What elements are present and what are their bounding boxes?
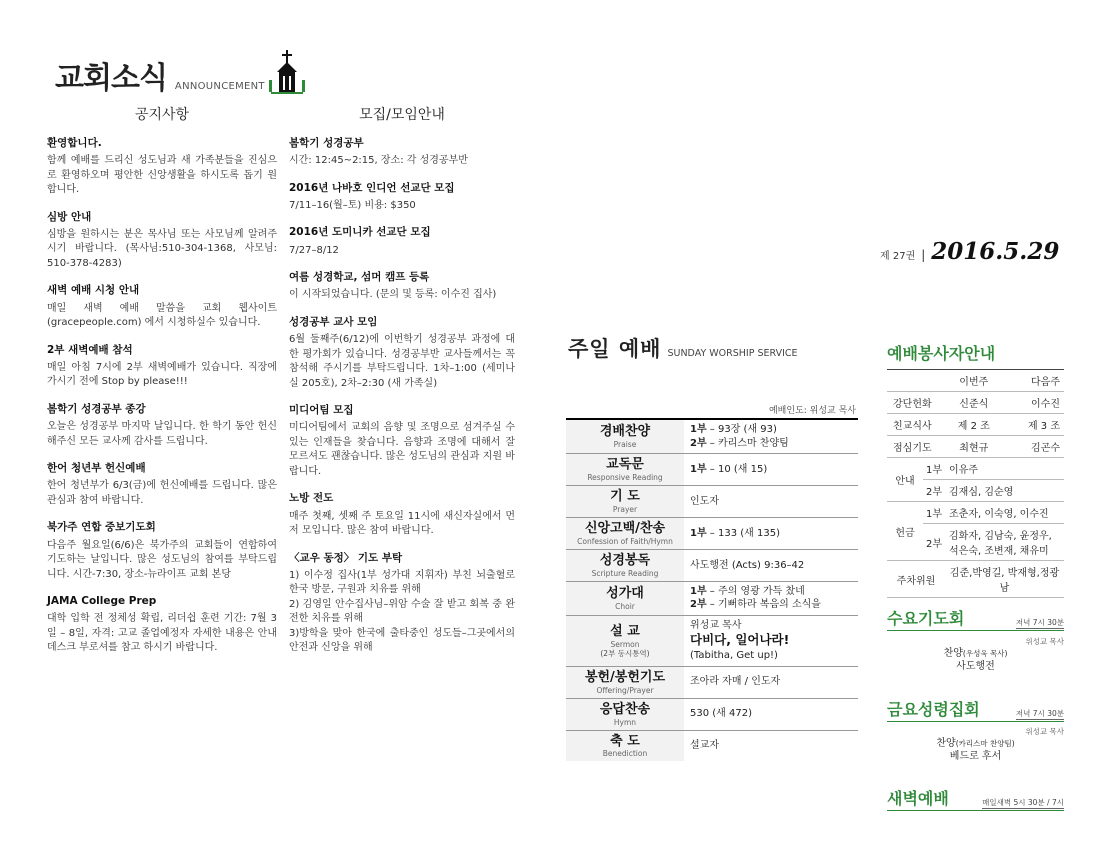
notice-title: 봄학기 성경공부 종강 [47, 402, 146, 415]
wednesday-title: 수요기도회 [887, 609, 965, 628]
worship-order-row [566, 582, 858, 616]
worship-order-row [566, 731, 858, 762]
worship-detail-line [690, 598, 858, 612]
servants-table [887, 369, 1064, 598]
recruit-item [289, 551, 515, 656]
detail-text: 다비다, 일어나라! [690, 632, 790, 648]
notice-item [47, 461, 277, 508]
worship-item-english: Prayer [612, 504, 638, 514]
recruit-title: 성경공부 교사 모임 [289, 315, 378, 328]
service-label: 1부 [690, 424, 707, 435]
recruit-body: 7/11–16(월–토) 비용: $350 [289, 199, 416, 211]
worship-item-detail [684, 550, 858, 581]
recruit-title: 여름 성경학교, 섬머 캠프 등록 [289, 271, 430, 284]
worship-item-detail [684, 486, 858, 517]
recruit-item [289, 181, 515, 214]
worship-item-korean: 교독문 [606, 457, 644, 472]
worship-detail-line [690, 649, 858, 663]
worship-order-row [566, 486, 858, 518]
worship-title-korean: 주일 예배 [568, 337, 662, 361]
notice-body: 매일 아침 7시에 2부 새벽예배가 있습니다. 직장에 가시기 전에 Stop by please!!! [47, 361, 277, 388]
service-label: 1부 [690, 463, 707, 475]
worship-detail-line [690, 585, 858, 599]
friday-leader: 위성교 목사 [1025, 727, 1064, 736]
worship-order-row [566, 667, 858, 699]
recruit-body: 6월 둘째주(6/12)에 이번학기 성경공부 과정에 대한 평가회가 있습니다. 성경공부반 교사들께서는 꼭 참석해 주시기를 부탁드립니다. 1차–1:00 (세미나실 205호), 2차–2:30 (새 가족실) [289, 334, 515, 389]
servant-next-week: 제 3 조 [1003, 414, 1064, 436]
worship-item-korean: 성경봉독 [599, 552, 651, 568]
detail-text: 530 (새 472) [690, 708, 752, 720]
recruit-heading: 모집/모임안내 [359, 107, 445, 123]
detail-text: – 기뻐하라 복음의 소식을 [706, 599, 821, 611]
detail-text: – 주의 영광 가득 찼네 [706, 585, 805, 597]
worship-item-detail [684, 420, 858, 453]
recruit-body: 시간: 12:45~2:15, 장소: 각 성경공부반 [289, 155, 468, 167]
worship-title-english: SUNDAY WORSHIP SERVICE [667, 348, 798, 359]
servant-names: 조춘자, 이숙영, 이수진 [945, 502, 1064, 524]
recruit-title: 〈교우 동정〉 기도 부탁 [289, 551, 403, 564]
worship-item-name [566, 731, 684, 762]
worship-leader: 예배인도: 위성교 목사 [768, 406, 856, 416]
servant-sub: 2부 [923, 480, 945, 502]
praise-by: (카리스마 찬양팀) [955, 739, 1015, 748]
servant-role: 주차위원 [887, 561, 945, 598]
dawn-time: 매일새벽 5시 30분 / 7시 [982, 798, 1064, 807]
issue-volume: 제 27권 [880, 251, 916, 262]
title-korean: 교회소식 [55, 61, 167, 96]
wednesday-title-bar [887, 606, 1064, 631]
worship-item-detail [684, 667, 858, 698]
notice-item [47, 136, 277, 198]
recruit-column [289, 136, 515, 668]
worship-title [568, 333, 798, 363]
detail-text: – 10 (새 15) [706, 463, 768, 475]
worship-item-name [566, 582, 684, 615]
page-title [55, 50, 307, 94]
servants-header-next-week: 다음주 [1003, 370, 1064, 392]
worship-order-row [566, 454, 858, 486]
issue-date: 2016.5.29 [931, 238, 1060, 265]
worship-item-name [566, 699, 684, 730]
worship-item-korean: 응답찬송 [599, 701, 651, 717]
notice-body: 함께 예배를 드리신 성도님과 새 가족분들을 진심으로 환영하오며 평안한 신앙생활을 하시도록 돕기 원합니다. [47, 155, 277, 196]
friday-body [887, 737, 1064, 763]
notice-body: 매일 새벽 예배 말씀을 교회 웹사이트 (gracepeople.com) 에서 시청하실수 있습니다. [47, 302, 277, 329]
notice-title: 2부 새벽예배 참석 [47, 343, 133, 356]
recruit-item [289, 225, 515, 258]
table-row [887, 392, 1064, 414]
detail-text: – 133 (새 135) [706, 527, 780, 539]
recruit-body: 이 시작되었습니다. (문의 및 등록: 이수진 집사) [289, 289, 497, 301]
worship-item-detail [684, 518, 858, 549]
worship-order-row [566, 616, 858, 667]
dawn-title-bar [887, 786, 1064, 811]
praise-by: (우성욱 목사) [962, 649, 1008, 658]
worship-detail-line [690, 632, 858, 649]
worship-detail-line [690, 437, 858, 451]
notice-title: 북가주 연합 중보기도회 [47, 521, 156, 534]
recruit-item [289, 315, 515, 391]
praise-label: 찬양 [936, 738, 956, 749]
worship-item-english: Offering/Prayer [596, 685, 654, 695]
servant-sub: 1부 [923, 458, 945, 480]
wednesday-body [887, 647, 1064, 673]
notice-body: 다음주 월요일(6/6)은 북가주의 교회들이 연합하여 기도하는 날입니다. 많은 성도님의 참여를 부탁드립니다. 시간-7:30, 장소-뉴라이프 교회 본당 [47, 539, 277, 580]
worship-order-row [566, 518, 858, 550]
worship-item-korean: 축 도 [610, 733, 640, 749]
servant-sub: 2부 [923, 524, 945, 561]
recruit-title: 2016년 도미니카 선교단 모집 [289, 226, 431, 239]
notice-body: 한어 청년부가 6/3(금)에 헌신예배를 드립니다. 많은 관심과 참여 바랍니다. [47, 480, 277, 506]
detail-text: (Tabitha, Get up!) [690, 650, 778, 662]
recruit-body: 1) 이수정 집사(1부 성가대 지휘자) 부친 뇌출혈로 한국 방문, 구원과 치유를 위해 2) 김영일 안수집사님–위암 수술 잘 받고 회복 중 완전한 치유를 위해 3)방학을 맞아 한국에 출타중인 성도들–그곳에서의 안전과 신앙을 위해 [289, 569, 515, 654]
notice-item [47, 594, 277, 656]
servant-sub: 1부 [923, 502, 945, 524]
wednesday-leader: 위성교 목사 [1025, 637, 1064, 646]
table-row [887, 502, 1064, 524]
servants-header-row [887, 370, 1064, 392]
friday-time: 저녁 7시 30분 [1015, 709, 1064, 718]
worship-order-table [566, 418, 858, 761]
wednesday-text: 사도행전 [956, 661, 995, 672]
worship-item-name [566, 550, 684, 581]
worship-item-name [566, 667, 684, 698]
notice-title: 심방 안내 [47, 210, 92, 223]
servant-role: 헌금 [887, 502, 923, 561]
worship-order-row [566, 420, 858, 454]
worship-item-english: Responsive Reading [587, 472, 663, 482]
servants-title: 예배봉사자안내 [887, 344, 996, 363]
servant-names: 김재심, 김순영 [945, 480, 1064, 502]
praise-label: 찬양 [943, 648, 963, 659]
recruit-body: 미디어팀에서 교회의 음향 및 조명으로 섬겨주실 수 있는 인재들을 찾습니다. 음향과 조명에 대해서 잘 모르셔도 괜찮습니다. 많은 성도님의 관심과 지원 바랍니다. [289, 422, 515, 477]
worship-item-note: (2부 동시통역) [600, 648, 650, 658]
notice-item [47, 402, 277, 449]
worship-item-name [566, 616, 684, 666]
title-english: ANNOUNCEMENT [174, 81, 265, 92]
servant-this-week: 신준식 [945, 392, 1003, 414]
worship-item-name [566, 454, 684, 485]
servant-role: 친교식사 [887, 414, 945, 436]
detail-text: – 93장 (새 93) [706, 424, 777, 435]
servants-header-this-week: 이번주 [945, 370, 1003, 392]
servant-next-week: 이수진 [1003, 392, 1064, 414]
table-row [887, 414, 1064, 436]
friday-praise [887, 737, 1064, 750]
worship-detail-line [690, 675, 858, 689]
worship-item-detail [684, 616, 858, 666]
notice-title: 환영합니다. [47, 137, 102, 149]
detail-text: 조아라 자매 / 인도자 [690, 676, 781, 688]
friday-title-bar [887, 697, 1064, 722]
friday-title: 금요성령집회 [887, 700, 980, 719]
worship-detail-line [690, 619, 858, 633]
worship-item-english: Benediction [602, 749, 648, 759]
recruit-title: 2016년 나바호 인디언 선교단 모집 [289, 181, 455, 194]
worship-detail-line [690, 423, 858, 437]
worship-item-korean: 봉헌/봉헌기도 [584, 669, 666, 685]
detail-text: 설교자 [690, 740, 719, 752]
service-label: 2부 [690, 437, 707, 449]
servant-this-week: 제 2 조 [945, 414, 1003, 436]
table-row [887, 458, 1064, 480]
servants-header-blank [887, 370, 945, 392]
recruit-item [289, 403, 515, 479]
worship-item-korean: 신앙고백/찬송 [584, 520, 666, 536]
wednesday-praise [887, 647, 1064, 660]
worship-order-row [566, 699, 858, 731]
table-row [887, 436, 1064, 458]
worship-item-english: Scripture Reading [591, 568, 659, 578]
notice-body: 오늘은 성경공부 마지막 날입니다. 한 학기 동안 헌신해주신 모든 교사께 감사를 드립니다. [47, 421, 277, 447]
servant-role: 강단헌화 [887, 392, 945, 414]
service-label: 2부 [690, 599, 707, 611]
worship-detail-line [690, 463, 858, 477]
worship-item-name [566, 486, 684, 517]
worship-item-detail [684, 454, 858, 485]
detail-text: 인도자 [690, 495, 719, 507]
worship-order-row [566, 550, 858, 582]
recruit-body: 7/27–8/12 [289, 244, 339, 256]
servant-names: 김화자, 김남숙, 윤정우, 석은숙, 조변재, 채유미 [945, 524, 1064, 561]
worship-detail-line [690, 559, 858, 573]
service-label: 1부 [690, 585, 707, 597]
recruit-item [289, 136, 515, 169]
worship-item-english: Sermon [610, 639, 640, 649]
servant-names: 김준,박영길, 박재형,정광남 [945, 561, 1064, 598]
recruit-item [289, 491, 515, 538]
notice-title: 한어 청년부 헌신예배 [47, 462, 146, 475]
recruit-title: 미디어팀 모집 [289, 404, 354, 417]
recruit-item [289, 270, 515, 303]
issue-info [880, 238, 1059, 265]
recruit-title: 봄학기 성경공부 [289, 137, 364, 149]
church-icon [267, 50, 307, 94]
worship-item-english: Hymn [613, 717, 637, 727]
worship-detail-line [690, 495, 858, 509]
worship-item-detail [684, 582, 858, 615]
worship-item-english: Confession of Faith/Hymn [577, 536, 673, 546]
worship-item-korean: 성가대 [606, 585, 644, 601]
friday-text: 베드로 후서 [949, 751, 1002, 762]
notice-item [47, 520, 277, 582]
table-row [887, 561, 1064, 598]
notice-item [47, 343, 277, 390]
issue-separator: | [921, 248, 926, 262]
worship-item-korean: 경배찬양 [599, 424, 651, 440]
notice-title: JAMA College Prep [47, 595, 157, 608]
detail-text: 사도행전 (Acts) 9:36–42 [690, 559, 805, 571]
worship-item-korean: 설 교 [610, 623, 640, 639]
notice-title: 새벽 예배 시청 안내 [47, 284, 140, 297]
servant-names: 이유주 [945, 458, 1064, 480]
worship-detail-line [690, 707, 858, 721]
wednesday-time: 저녁 7시 30분 [1015, 618, 1064, 627]
notice-item [47, 210, 277, 272]
servant-role: 안내 [887, 458, 923, 502]
worship-detail-line [690, 527, 858, 541]
dawn-title: 새벽예배 [887, 789, 949, 808]
notices-heading: 공지사항 [134, 107, 190, 123]
servant-next-week: 김곤수 [1003, 436, 1064, 458]
worship-item-name [566, 420, 684, 453]
worship-item-name [566, 518, 684, 549]
recruit-title: 노방 전도 [289, 492, 334, 505]
worship-detail-line [690, 739, 858, 753]
worship-item-detail [684, 699, 858, 730]
worship-item-english: Choir [615, 601, 635, 611]
notice-body: 대학 입학 전 정체성 확립, 리더쉽 훈련 기간: 7월 3일 – 8일, 자격: 고교 졸업예정자 자세한 내용은 안내 데스크 부로셔를 참고 하시기 바랍니다. [47, 613, 277, 654]
worship-item-detail [684, 731, 858, 762]
notice-item [47, 283, 277, 330]
detail-text: 위성교 목사 [690, 619, 742, 631]
notices-column [47, 136, 277, 668]
detail-text: – 카리스마 찬양팀 [706, 437, 789, 449]
servant-role: 점심기도 [887, 436, 945, 458]
recruit-body: 매주 첫째, 셋째 주 토요일 11시에 새신자실에서 먼저 모입니다. 많은 참여 바랍니다. [289, 510, 515, 537]
notice-body: 심방을 원하시는 분은 목사님 또는 사모님께 알려주시기 바랍니다. (목사님:510-304-1368, 사모님: 510-378-4283) [47, 228, 277, 269]
worship-item-english: Praise [613, 439, 637, 449]
service-label: 1부 [690, 527, 707, 539]
servant-this-week: 최현규 [945, 436, 1003, 458]
worship-item-korean: 기 도 [610, 488, 640, 504]
